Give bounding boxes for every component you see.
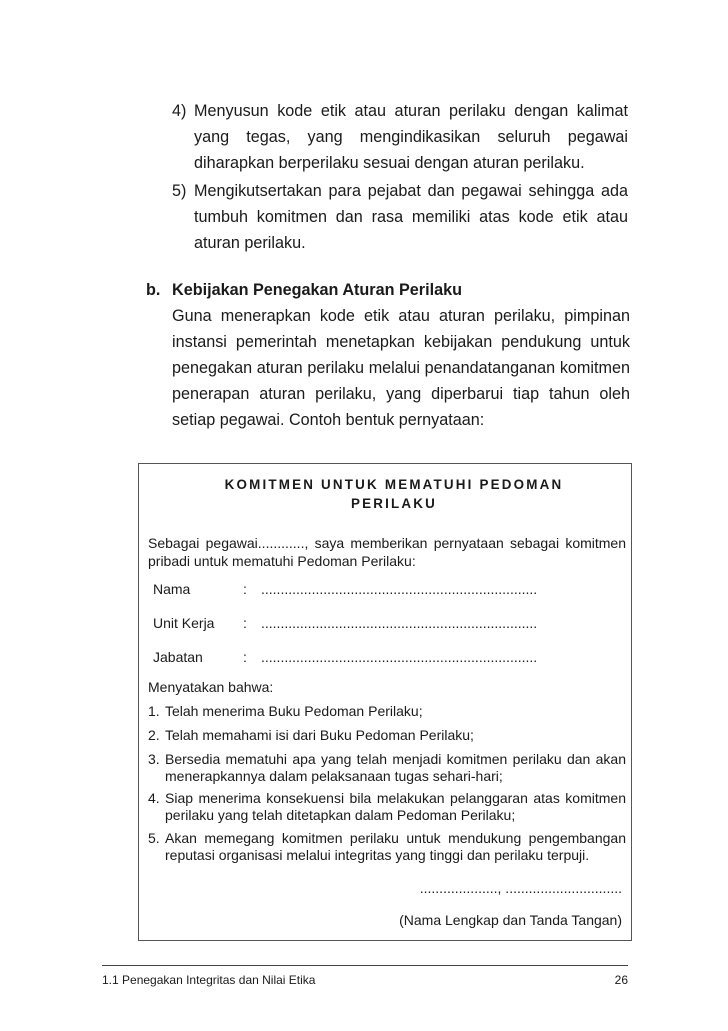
field-label: Jabatan: [153, 649, 203, 665]
declaration-text: Telah menerima Buku Pedoman Perilaku;: [165, 703, 423, 719]
field-fill-line: .......................................................................: [261, 581, 538, 597]
commitment-form-box: [138, 463, 632, 941]
form-title: KOMITMEN UNTUK MEMATUHI PEDOMAN PERILAKU: [224, 477, 564, 511]
declaration-item: [148, 727, 626, 744]
declaration-text: Bersedia mematuhi apa yang telah menjadi komitmen perilaku dan akan menerapkannya dalam pelaksanaan tugas sehari-hari;: [165, 751, 626, 784]
declaration-number: 5.: [148, 830, 160, 846]
page-number: 26: [614, 973, 628, 987]
section-letter: b.: [146, 281, 161, 299]
declaration-text: Siap menerima konsekuensi bila melakukan pelanggaran atas komitmen perilaku yang telah ditetapkan dalam Pedoman Perilaku;: [165, 790, 626, 823]
field-fill-line: .......................................................................: [261, 615, 538, 631]
signature-label: (Nama Lengkap dan Tanda Tangan): [399, 912, 622, 928]
declaration-number: 3.: [148, 751, 160, 767]
field-fill-line: .......................................................................: [261, 649, 538, 665]
declaration-item: [148, 703, 626, 720]
declaration-text: Telah memahami isi dari Buku Pedoman Perilaku;: [165, 727, 474, 743]
list-item: [172, 178, 628, 256]
footer-divider: [102, 965, 628, 966]
declaration-number: 2.: [148, 727, 160, 743]
field-colon: :: [243, 615, 247, 631]
field-colon: :: [243, 649, 247, 665]
field-label: Unit Kerja: [153, 615, 215, 631]
declaration-item: [148, 751, 626, 784]
list-item: [172, 98, 628, 176]
list-item-number: 4): [172, 102, 187, 120]
list-item-number: 5): [172, 182, 187, 200]
declaration-item: [148, 790, 626, 823]
section-title: Kebijakan Penegakan Aturan Perilaku: [172, 281, 462, 299]
list-item-text: Mengikutsertakan para pejabat dan pegawai sehingga ada tumbuh komitmen dan rasa memiliki atas kode etik atau aturan perilaku.: [194, 182, 628, 252]
form-intro: Sebagai pegawai............, saya memberikan pernyataan sebagai komitmen pribadi untuk mematuhi Pedoman Perilaku:: [148, 535, 626, 569]
section-paragraph: Guna menerapkan kode etik atau aturan perilaku, pimpinan instansi pemerintah menetapkan kebijakan pendukung untuk penegakan aturan perilaku melalui penandatanganan komitmen penerapan aturan perilaku, yang diperbarui tiap tahun oleh setiap pegawai. Contoh bentuk pernyataan:: [172, 307, 630, 429]
signature-place-date-line: ...................., ..............................: [419, 880, 622, 896]
declaration-text: Akan memegang komitmen perilaku untuk mendukung pengembangan reputasi organisasi melalui integritas yang tinggi dan perilaku terpuji.: [165, 830, 626, 863]
list-item-text: Menyusun kode etik atau aturan perilaku dengan kalimat yang tegas, yang mengindikasikan seluruh pegawai diharapkan berperilaku sesuai dengan aturan perilaku.: [194, 102, 628, 172]
field-colon: :: [243, 581, 247, 597]
statement-heading: Menyatakan bahwa:: [148, 679, 274, 695]
footer-section-title: 1.1 Penegakan Integritas dan Nilai Etika: [102, 973, 316, 987]
section-b: [146, 277, 630, 433]
section-heading: [146, 277, 630, 303]
field-label: Nama: [153, 581, 191, 597]
declaration-number: 4.: [148, 790, 160, 806]
declaration-number: 1.: [148, 703, 160, 719]
declaration-item: [148, 830, 626, 863]
